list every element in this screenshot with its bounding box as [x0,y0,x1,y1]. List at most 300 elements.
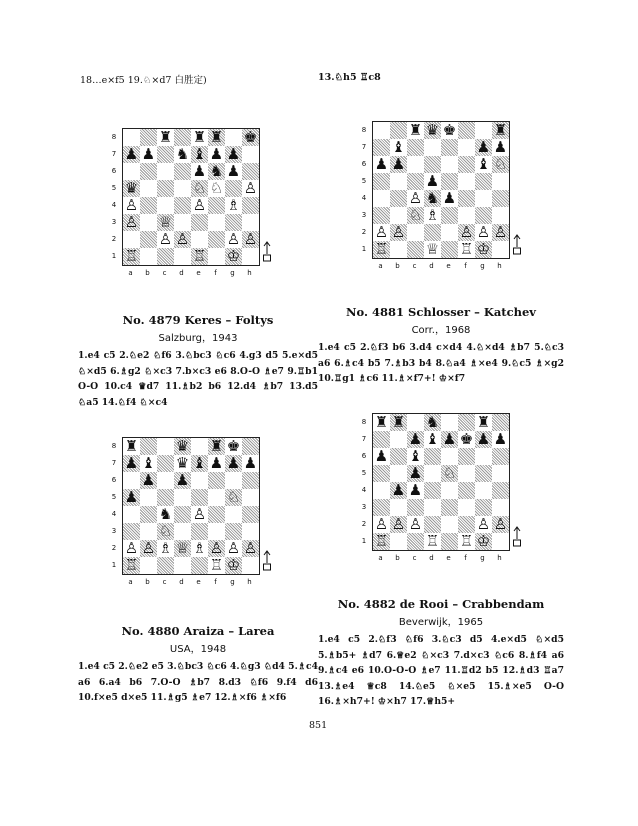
square-a8 [373,414,390,431]
rank-label: 1 [111,561,117,569]
white-pawn-icon: ♙ [124,213,139,231]
square-c6 [157,163,174,180]
square-f4 [458,190,475,207]
square-b7 [390,139,407,156]
square-h5 [492,465,509,482]
file-label: h [247,578,252,586]
square-d1 [424,533,441,550]
square-a2 [123,540,140,557]
square-a7 [123,146,140,163]
square-a2 [373,224,390,241]
square-e6 [191,163,208,180]
square-g5 [225,489,242,506]
black-rook-icon: ♜ [124,437,139,455]
square-g8 [475,122,492,139]
white-pawn-icon: ♙ [459,223,474,241]
square-c7 [157,455,174,472]
square-h2 [242,540,259,557]
black-rook-icon: ♜ [158,128,173,146]
square-g4 [225,506,242,523]
black-pawn-icon: ♟ [391,155,406,173]
square-b1 [140,557,157,574]
square-a5 [373,465,390,482]
square-a8 [373,122,390,139]
square-e4 [191,197,208,214]
square-f4 [208,506,225,523]
white-rook-icon: ♖ [459,532,474,550]
rank-label: 3 [111,218,117,226]
rank-label: 8 [361,126,367,134]
square-b4 [390,190,407,207]
white-knight-icon: ♘ [158,522,173,540]
square-b2 [390,516,407,533]
square-g8 [475,414,492,431]
file-label: d [179,269,184,277]
square-c1 [407,533,424,550]
white-knight-icon: ♘ [442,464,457,482]
side-to-move-icon [262,549,272,571]
square-a4 [373,190,390,207]
file-label: c [412,554,417,562]
white-rook-icon: ♖ [124,556,139,574]
rank-label: 4 [361,194,367,202]
square-h7 [492,139,509,156]
game-4882-title: No. 4882 de Rooi – Crabbendam [337,597,545,611]
square-c3 [407,207,424,224]
white-pawn-icon: ♙ [374,515,389,533]
white-king-icon: ♔ [226,556,241,574]
file-label: f [464,262,467,270]
black-knight-icon: ♞ [175,145,190,163]
board-grid [122,437,260,575]
square-a2 [373,516,390,533]
square-a6 [123,163,140,180]
square-a5 [123,180,140,197]
game-4881-title: No. 4881 Schlosser – Katchev [346,305,536,319]
rank-label: 2 [361,228,367,236]
square-d7 [424,431,441,448]
square-h1 [492,533,509,550]
black-pawn-icon: ♟ [175,471,190,489]
square-c8 [157,129,174,146]
square-b8 [390,122,407,139]
black-pawn-icon: ♟ [226,145,241,163]
square-f8 [208,129,225,146]
square-f4 [458,482,475,499]
square-h5 [242,180,259,197]
white-king-icon: ♔ [476,240,491,258]
rank-label: 1 [361,245,367,253]
square-g6 [475,156,492,173]
rank-label: 4 [361,486,367,494]
square-h2 [492,516,509,533]
square-d8 [174,438,191,455]
square-d6 [424,448,441,465]
black-rook-icon: ♜ [493,121,508,139]
rank-label: 5 [361,469,367,477]
square-c2 [407,516,424,533]
white-pawn-icon: ♙ [243,179,258,197]
square-d6 [174,163,191,180]
square-d2 [424,224,441,241]
square-d1 [424,241,441,258]
rank-label: 5 [361,177,367,185]
black-queen-icon: ♛ [425,121,440,139]
square-e8 [191,438,208,455]
square-g5 [475,173,492,190]
square-b2 [140,540,157,557]
square-e3 [441,499,458,516]
rank-label: 5 [111,493,117,501]
square-g7 [225,146,242,163]
square-b1 [390,533,407,550]
square-f2 [208,540,225,557]
rank-label: 5 [111,184,117,192]
file-label: g [230,578,235,586]
square-b3 [390,207,407,224]
black-pawn-icon: ♟ [124,145,139,163]
square-d3 [424,499,441,516]
white-pawn-icon: ♙ [476,515,491,533]
square-a4 [373,482,390,499]
square-a3 [373,499,390,516]
square-h2 [242,231,259,248]
square-a6 [373,156,390,173]
square-f3 [458,207,475,224]
square-h7 [492,431,509,448]
square-h2 [492,224,509,241]
square-b1 [390,241,407,258]
square-e8 [441,414,458,431]
white-knight-icon: ♘ [226,488,241,506]
square-f2 [458,224,475,241]
white-pawn-icon: ♙ [124,539,139,557]
square-h1 [242,557,259,574]
white-knight-icon: ♘ [209,179,224,197]
rank-label: 2 [111,235,117,243]
rank-label: 2 [111,544,117,552]
square-b2 [390,224,407,241]
square-b7 [140,455,157,472]
square-a5 [373,173,390,190]
square-f7 [458,431,475,448]
square-d4 [424,482,441,499]
white-pawn-icon: ♙ [391,223,406,241]
white-pawn-icon: ♙ [192,505,207,523]
white-pawn-icon: ♙ [226,230,241,248]
square-e5 [191,489,208,506]
square-e7 [191,455,208,472]
square-c3 [157,523,174,540]
square-c7 [407,139,424,156]
square-g1 [475,533,492,550]
game-4879-moves: 1.e4 c5 2.♘e2 ♘f6 3.♘bc3 ♘c6 4.g3 d5 5.e×d5 ♘×d5 6.♗g2 ♘×c3 7.b×c3 e6 8.O-O ♗e7 9.♖b1 O-O 10.c4 ♛d7 11.♗b2 b6 12.d4 ♗b7 13.d5 ♘a5 14.♘f4 ♘×c4 [78,350,318,408]
side-to-move-icon [262,240,272,262]
rank-label: 8 [111,442,117,450]
square-c6 [407,156,424,173]
square-d4 [174,197,191,214]
square-h8 [242,438,259,455]
square-b3 [140,214,157,231]
black-bishop-icon: ♝ [192,454,207,472]
square-b8 [140,438,157,455]
white-pawn-icon: ♙ [374,223,389,241]
square-f1 [458,241,475,258]
square-d3 [174,214,191,231]
square-f2 [208,231,225,248]
square-g4 [225,197,242,214]
square-f1 [208,248,225,265]
square-f1 [208,557,225,574]
square-h6 [242,163,259,180]
game-4879-title: No. 4879 Keres – Foltys [122,313,274,327]
square-e6 [441,448,458,465]
square-g2 [225,231,242,248]
square-b6 [390,448,407,465]
black-pawn-icon: ♟ [408,464,423,482]
square-h5 [492,173,509,190]
file-label: b [145,269,150,277]
white-knight-icon: ♘ [192,179,207,197]
file-label: h [497,262,502,270]
square-e1 [441,241,458,258]
square-d6 [424,156,441,173]
square-h8 [492,122,509,139]
square-a4 [123,197,140,214]
square-g2 [475,224,492,241]
game-4882-moves: 1.e4 c5 2.♘f3 ♘f6 3.♘c3 d5 4.e×d5 ♘×d5 5.♗b5+ ♗d7 6.♕e2 ♘×c3 7.d×c3 ♘c6 8.♗f4 a6 9.♗c4 e6 10.O-O-O ♗e7 11.♖d2 b5 12.♗d3 ♖a7 13.♗e4 ♕c8 14.♘e5 ♘×e5 15.♗×e5 O-O 16.♗×h7+! ♔×h7 17.♕h5+ [318,634,564,707]
square-d5 [174,489,191,506]
black-king-icon: ♚ [442,121,457,139]
black-bishop-icon: ♝ [476,155,491,173]
square-h6 [492,448,509,465]
square-b8 [140,129,157,146]
square-a7 [373,431,390,448]
square-e4 [191,506,208,523]
rank-label: 7 [361,143,367,151]
square-c8 [157,438,174,455]
square-h8 [242,129,259,146]
black-pawn-icon: ♟ [374,447,389,465]
square-g1 [225,248,242,265]
square-h4 [242,506,259,523]
square-e1 [441,533,458,550]
file-label: e [446,262,451,270]
square-d4 [174,506,191,523]
rank-label: 3 [361,211,367,219]
square-h4 [242,197,259,214]
square-a6 [373,448,390,465]
square-b1 [140,248,157,265]
black-pawn-icon: ♟ [192,162,207,180]
square-f5 [208,489,225,506]
white-pawn-icon: ♙ [493,515,508,533]
square-a3 [123,523,140,540]
white-rook-icon: ♖ [374,532,389,550]
board-grid [372,413,510,551]
black-pawn-icon: ♟ [124,454,139,472]
square-g7 [475,431,492,448]
black-pawn-icon: ♟ [209,454,224,472]
file-label: e [446,554,451,562]
square-b5 [390,173,407,190]
square-e5 [441,465,458,482]
white-bishop-icon: ♗ [192,539,207,557]
square-d7 [424,139,441,156]
black-rook-icon: ♜ [209,128,224,146]
square-b7 [140,146,157,163]
square-g3 [475,499,492,516]
square-c2 [157,540,174,557]
square-e6 [441,156,458,173]
white-pawn-icon: ♙ [391,515,406,533]
square-b5 [140,489,157,506]
square-d8 [424,122,441,139]
square-d3 [174,523,191,540]
file-label: c [162,578,167,586]
black-queen-icon: ♛ [175,454,190,472]
square-c3 [407,499,424,516]
side-to-move-icon [512,233,522,255]
square-f6 [208,472,225,489]
square-h7 [242,455,259,472]
file-label: a [378,262,383,270]
square-h3 [242,523,259,540]
square-h3 [242,214,259,231]
file-label: a [128,269,133,277]
square-a1 [123,557,140,574]
game-4882-place: Beverwijk，1965 [398,617,484,628]
page-number: 851 [309,720,328,731]
black-rook-icon: ♜ [391,413,406,431]
square-d7 [174,455,191,472]
square-e2 [441,224,458,241]
square-a6 [123,472,140,489]
file-label: f [464,554,467,562]
black-bishop-icon: ♝ [408,447,423,465]
rank-label: 6 [111,476,117,484]
black-knight-icon: ♞ [425,413,440,431]
square-g5 [475,465,492,482]
file-label: d [429,262,434,270]
file-label: d [179,578,184,586]
black-rook-icon: ♜ [408,121,423,139]
white-pawn-icon: ♙ [408,189,423,207]
white-bishop-icon: ♗ [158,539,173,557]
square-a2 [123,231,140,248]
square-g1 [475,241,492,258]
square-d4 [424,190,441,207]
black-pawn-icon: ♟ [226,454,241,472]
square-e5 [441,173,458,190]
square-e7 [441,139,458,156]
square-a8 [123,438,140,455]
white-pawn-icon: ♙ [243,230,258,248]
square-h6 [492,156,509,173]
black-pawn-icon: ♟ [124,488,139,506]
square-h4 [492,190,509,207]
square-c1 [157,248,174,265]
square-f8 [458,122,475,139]
white-rook-icon: ♖ [425,532,440,550]
square-c4 [407,482,424,499]
black-bishop-icon: ♝ [391,138,406,156]
square-c5 [407,173,424,190]
white-pawn-icon: ♙ [209,539,224,557]
square-f8 [208,438,225,455]
square-f5 [458,173,475,190]
square-c7 [407,431,424,448]
square-d7 [174,146,191,163]
square-f5 [458,465,475,482]
black-pawn-icon: ♟ [442,189,457,207]
square-b2 [140,231,157,248]
black-pawn-icon: ♟ [425,172,440,190]
black-pawn-icon: ♟ [243,454,258,472]
white-queen-icon: ♕ [158,213,173,231]
square-d2 [174,540,191,557]
file-label: b [145,578,150,586]
square-e6 [191,472,208,489]
square-f8 [458,414,475,431]
black-rook-icon: ♜ [192,128,207,146]
square-e3 [441,207,458,224]
square-f6 [208,163,225,180]
white-king-icon: ♔ [226,247,241,265]
file-label: h [247,269,252,277]
square-f4 [208,197,225,214]
square-h4 [492,482,509,499]
square-e3 [191,523,208,540]
white-pawn-icon: ♙ [124,196,139,214]
file-label: c [162,269,167,277]
game-4880-place: USA，1948 [169,644,227,655]
white-pawn-icon: ♙ [175,230,190,248]
black-pawn-icon: ♟ [408,430,423,448]
rank-label: 3 [111,527,117,535]
rank-label: 6 [361,452,367,460]
square-c5 [407,465,424,482]
square-g8 [225,129,242,146]
white-bishop-icon: ♗ [226,196,241,214]
square-a7 [373,139,390,156]
square-e4 [441,190,458,207]
white-bishop-icon: ♗ [425,206,440,224]
white-queen-icon: ♕ [175,539,190,557]
square-f7 [458,139,475,156]
square-e2 [191,540,208,557]
square-f3 [208,523,225,540]
square-c2 [407,224,424,241]
square-b6 [140,472,157,489]
white-pawn-icon: ♙ [192,196,207,214]
square-c8 [407,122,424,139]
square-c8 [407,414,424,431]
square-c4 [157,197,174,214]
white-rook-icon: ♖ [459,240,474,258]
square-c7 [157,146,174,163]
game-4880-title: No. 4880 Araiza – Larea [121,624,275,638]
rank-label: 7 [111,459,117,467]
square-b5 [390,465,407,482]
square-b4 [390,482,407,499]
square-d5 [174,180,191,197]
white-knight-icon: ♘ [408,206,423,224]
square-h8 [492,414,509,431]
square-c6 [157,472,174,489]
square-c6 [407,448,424,465]
square-e7 [441,431,458,448]
